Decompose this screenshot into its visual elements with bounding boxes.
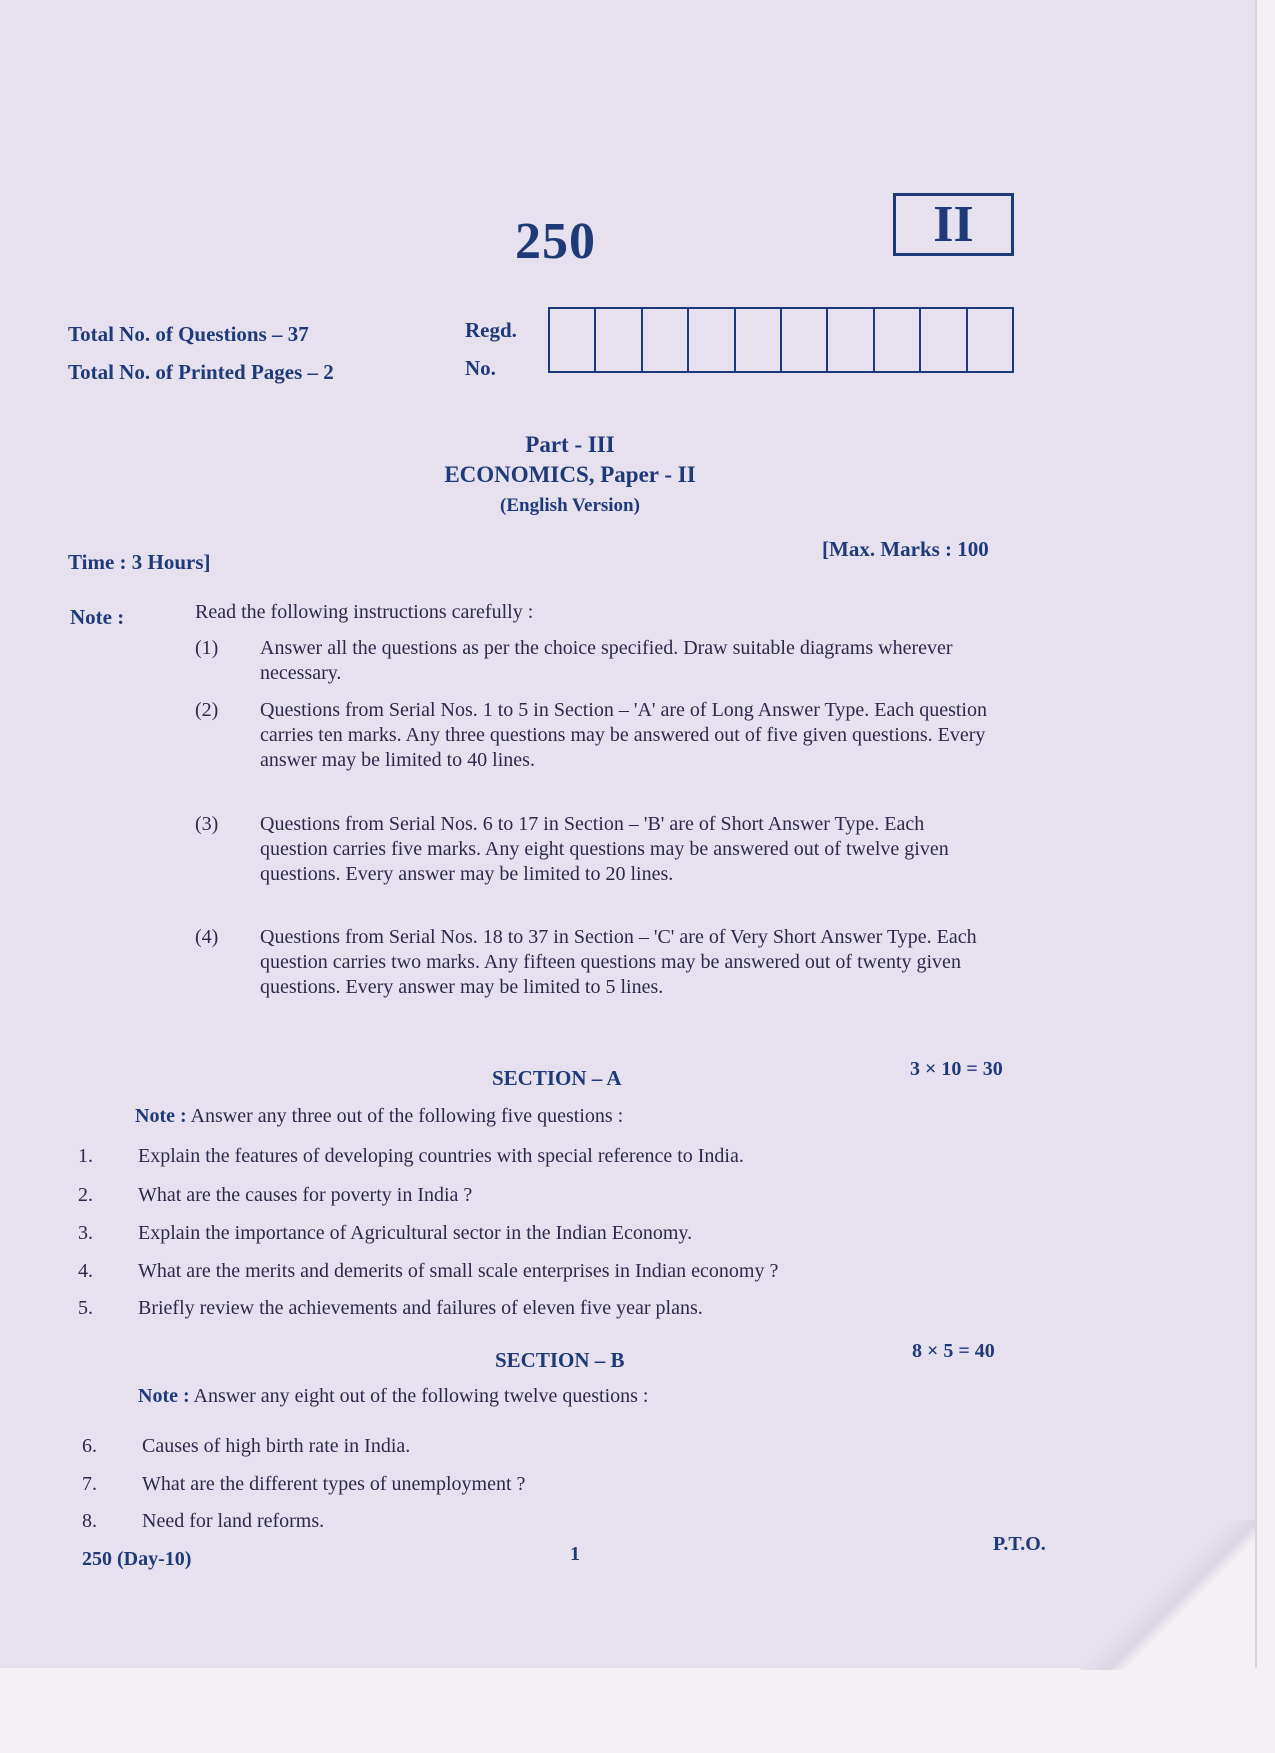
instruction-item [195,636,995,686]
exam-time: Time : 3 Hours] [68,550,211,574]
note-label: Note : [135,1105,187,1127]
section-b-note [138,1385,648,1408]
question-text: Briefly review the achievements and failures of eleven five year plans. [138,1297,703,1319]
question-number: 7. [82,1473,97,1495]
note-text: Answer any three out of the following five questions : [190,1105,624,1127]
regd-cell[interactable] [736,309,782,371]
instruction-number: (1) [195,637,219,659]
version-heading: (English Version) [500,495,640,516]
section-a-note [135,1105,623,1128]
page-number: 1 [570,1543,580,1565]
instruction-item [195,812,995,887]
folded-corner [1080,1520,1255,1670]
instruction-text: Questions from Serial Nos. 1 to 5 in Section – 'A' are of Long Answer Type. Each question carries ten marks. Any three questions may be answered out of five given questions. Every answer may be limited to 40 lines. [260,699,987,771]
question-item [82,1435,1032,1458]
instruction-text: Questions from Serial Nos. 6 to 17 in Section – 'B' are of Short Answer Type. Each question carries five marks. Any eight questions may be answered out of twelve given questions. Every answer may be limited to 20 lines. [260,813,949,885]
question-number: 2. [78,1184,93,1206]
regd-cell[interactable] [550,309,596,371]
question-text: What are the different types of unemployment ? [142,1473,526,1495]
total-pages: Total No. of Printed Pages – 2 [68,360,334,384]
question-item [78,1184,1028,1207]
question-number: 4. [78,1260,93,1282]
part-heading: Part - III [525,432,615,457]
instruction-number: (2) [195,699,219,721]
question-item [78,1260,1028,1283]
max-marks: [Max. Marks : 100 [822,537,989,561]
question-item [78,1145,1028,1168]
question-number: 6. [82,1435,97,1457]
regd-cell[interactable] [782,309,828,371]
section-b-marks: 8 × 5 = 40 [912,1340,995,1362]
registration-number-boxes[interactable] [548,307,1014,373]
question-item [78,1297,1028,1320]
regd-cell[interactable] [596,309,642,371]
regd-cell[interactable] [875,309,921,371]
instruction-text: Questions from Serial Nos. 18 to 37 in Section – 'C' are of Very Short Answer Type. Each question carries two marks. Any fifteen questions may be answered out of twenty given questions. Every answer may be limited to 5 lines. [260,926,977,998]
section-a-title: SECTION – A [492,1066,622,1090]
note-label: Note : [70,605,125,629]
question-text: What are the causes for poverty in India ? [138,1184,473,1206]
instruction-text: Answer all the questions as per the choice specified. Draw suitable diagrams wherever necessary. [260,637,953,684]
instruction-number: (3) [195,813,219,835]
question-item [78,1222,1028,1245]
paper-number-box: II [893,193,1014,256]
section-b-title: SECTION – B [495,1348,625,1372]
regd-no-label: No. [465,356,496,380]
question-text: Need for land reforms. [142,1510,325,1532]
question-item [82,1510,1032,1533]
regd-cell[interactable] [689,309,735,371]
footer-paper-code: 250 (Day-10) [82,1548,192,1570]
regd-cell[interactable] [828,309,874,371]
instruction-item [195,925,995,1000]
question-number: 5. [78,1297,93,1319]
total-questions: Total No. of Questions – 37 [68,322,309,346]
subject-heading: ECONOMICS, Paper - II [444,462,696,487]
question-text: Explain the importance of Agricultural sector in the Indian Economy. [138,1222,693,1244]
note-intro: Read the following instructions carefully : [195,601,534,623]
question-text: Explain the features of developing countries with special reference to India. [138,1145,744,1167]
regd-cell[interactable] [921,309,967,371]
note-label: Note : [138,1385,190,1407]
question-text: What are the merits and demerits of small scale enterprises in Indian economy ? [138,1260,779,1282]
regd-label: Regd. [465,318,517,342]
question-number: 3. [78,1222,93,1244]
question-number: 8. [82,1510,97,1532]
regd-cell[interactable] [968,309,1012,371]
note-text: Answer any eight out of the following twelve questions : [193,1385,649,1407]
question-item [82,1473,1032,1496]
question-number: 1. [78,1145,93,1167]
please-turn-over: P.T.O. [993,1533,1046,1555]
question-text: Causes of high birth rate in India. [142,1435,411,1457]
paper-code: 250 [515,213,596,270]
section-a-marks: 3 × 10 = 30 [910,1058,1003,1080]
instruction-number: (4) [195,926,219,948]
regd-cell[interactable] [643,309,689,371]
instruction-item [195,698,995,773]
